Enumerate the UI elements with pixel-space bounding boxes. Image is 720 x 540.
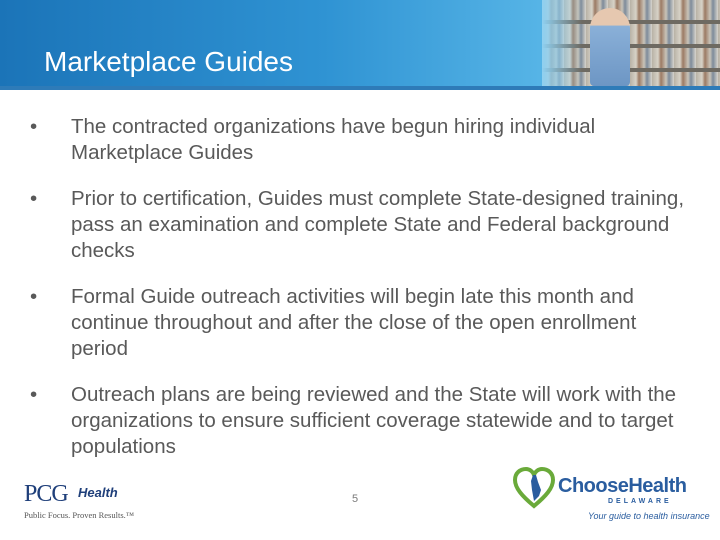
bullet-dot: • — [30, 285, 38, 308]
header-photo — [542, 0, 720, 86]
title-bar — [0, 0, 720, 86]
choosehealth-subtitle: DELAWARE — [608, 498, 672, 505]
choosehealth-wordmark: ChooseHealth — [558, 475, 687, 497]
pcg-wordmark: PCG — [24, 481, 68, 507]
bullet-item — [30, 284, 690, 362]
bullet-list — [30, 114, 690, 480]
bullet-dot: • — [30, 187, 38, 210]
bullet-item — [30, 186, 690, 264]
bullet-item — [30, 114, 690, 166]
choosehealth-map-icon — [512, 466, 556, 510]
bullet-dot: • — [30, 115, 38, 138]
bullet-text: Prior to certification, Guides must complete State-designed training, pass an examination and complete State and Federal background checks — [71, 187, 685, 262]
choosehealth-tagline: Your guide to health insurance — [588, 511, 710, 521]
header-divider — [0, 86, 720, 90]
bullet-item — [30, 382, 690, 460]
bullet-text: Outreach plans are being reviewed and the State will work with the organizations to ensure sufficient coverage statewide and to target populations — [71, 383, 677, 458]
bullet-dot: • — [30, 383, 38, 406]
bullet-text: The contracted organizations have begun hiring individual Marketplace Guides — [71, 115, 596, 164]
page-number: 5 — [352, 493, 359, 505]
bullet-text: Formal Guide outreach activities will begin late this month and continue throughout and after the close of the open enrollment period — [71, 285, 637, 360]
slide-title: Marketplace Guides — [44, 46, 294, 77]
person-figure — [590, 8, 630, 86]
pcg-logo — [24, 481, 154, 523]
choosehealth-logo — [512, 466, 710, 526]
pcg-health-label: Health — [78, 485, 118, 500]
pcg-tagline: Public Focus. Proven Results.™ — [24, 510, 135, 520]
